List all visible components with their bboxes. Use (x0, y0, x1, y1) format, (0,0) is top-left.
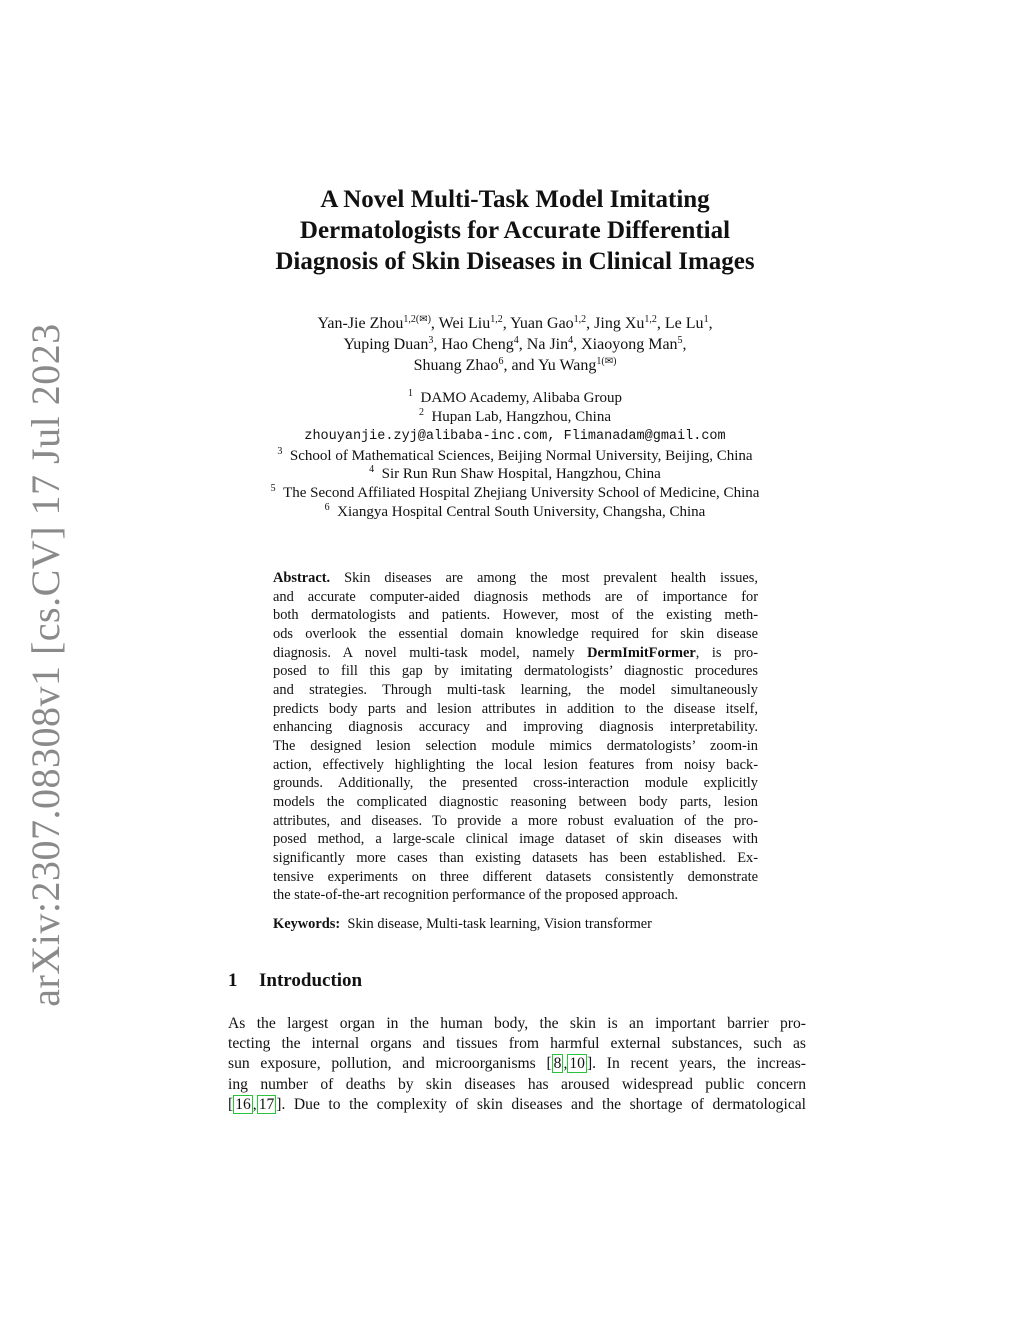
citation-link[interactable]: 17 (258, 1095, 275, 1113)
affiliation-item (150, 503, 880, 522)
author-affiliation-mark: 1(✉) (596, 356, 617, 367)
author-name: , Le Lu (656, 315, 704, 332)
author-name: , Jing Xu (586, 315, 645, 332)
title-line: Dermatologists for Accurate Differential (299, 217, 731, 244)
body-text: [ (228, 1095, 234, 1113)
abstract-line: posed method, a large-scale clinical image dataset of skin diseases with (273, 831, 758, 848)
author-line (150, 355, 880, 376)
affiliation-list (150, 389, 880, 521)
author-name: Yan-Jie Zhou (317, 315, 404, 332)
abstract-line: and accurate computer-aided diagnosis methods are of importance for (273, 588, 758, 605)
author-affiliation-mark: 1,2 (644, 314, 657, 325)
author-name: , Na Jin (518, 336, 569, 353)
body-line (228, 1095, 806, 1115)
abstract-line: predicts body parts and lesion attributes in addition to the disease itself, (273, 700, 758, 717)
body-text: ]. In recent years, the increas- (586, 1055, 806, 1073)
author-affiliation-mark: 1,2 (573, 314, 587, 325)
affiliation-text: DAMO Academy, Alibaba Group (420, 390, 622, 406)
author-name: Yuping Duan (343, 336, 429, 353)
email-text: zhouyanjie.zyj@alibaba-inc.com, Flimanadam@gmail.com (304, 429, 726, 445)
body-line: As the largest organ in the human body, the skin is an important barrier pro- (228, 1015, 806, 1032)
author-line (150, 313, 880, 334)
arxiv-identifier-sidebar (23, 323, 68, 1007)
arxiv-id-text: arXiv:2307.08308v1 [cs.CV] 17 Jul 2023 (23, 323, 68, 1007)
author-list (150, 313, 880, 376)
author-affiliation-mark: 4 (513, 335, 519, 346)
abstract-line: ods overlook the essential domain knowledge required for skin disease (273, 625, 758, 642)
author-separator: , (682, 336, 687, 353)
affiliation-number: 6 (324, 501, 330, 513)
affiliation-item (150, 484, 880, 503)
affiliation-number: 4 (369, 464, 375, 476)
author-affiliation-mark: 4 (568, 335, 574, 346)
author-name: , Yuan Gao (502, 315, 574, 332)
abstract-label: Abstract. (273, 570, 331, 586)
abstract (273, 569, 758, 905)
abstract-line: posed to fill this gap by imitating dermatologists’ diagnostic procedures (273, 663, 758, 680)
affiliation-item (150, 408, 880, 427)
abstract-line: the state-of-the-art recognition performance of the proposed approach. (273, 887, 679, 904)
abstract-line: enhancing diagnosis accuracy and improving diagnosis interpretability. (273, 719, 758, 736)
introduction-paragraph (228, 1014, 806, 1115)
author-name: , Wei Liu (430, 315, 491, 332)
affiliation-number: 5 (270, 482, 276, 494)
citation-link[interactable]: 16 (235, 1095, 251, 1113)
abstract-line: models the complicated diagnostic reasoning between body parts, lesion (273, 793, 758, 810)
body-line (228, 1054, 806, 1074)
abstract-line: tensive experiments on three different datasets consistently demonstrate (273, 868, 758, 885)
author-name: , and Yu Wang (503, 357, 597, 374)
affiliation-item (150, 389, 880, 408)
section-title: Introduction (259, 970, 363, 991)
abstract-line: both dermatologists and patients. However, most of the existing meth- (273, 607, 758, 624)
author-affiliation-mark: 1 (703, 314, 709, 325)
affiliation-text: Xiangya Hospital Central South University, Changsha, China (337, 503, 706, 520)
affiliation-number: 1 (408, 388, 413, 399)
affiliation-text: Sir Run Run Shaw Hospital, Hangzhou, China (381, 466, 661, 483)
author-name: , Hao Cheng (433, 336, 514, 353)
author-line (150, 334, 880, 355)
author-affiliation-mark: 1,2(✉) (403, 314, 431, 325)
abstract-line: and strategies. Through multi-task learning, the model simultaneously (273, 681, 758, 698)
affiliation-text: The Second Affiliated Hospital Zhejiang University School of Medicine, China (283, 484, 760, 501)
abstract-line: attributes, and diseases. To provide a more robust evaluation of the pro- (273, 812, 758, 829)
body-line: tecting the internal organs and tissues from harmful external substances, such as (228, 1035, 806, 1053)
abstract-line: The designed lesion selection module mimics dermatologists’ zoom-in (273, 737, 758, 754)
author-affiliation-mark: 3 (428, 335, 434, 346)
abstract-text: Skin diseases are among the most prevalent health issues, (344, 570, 758, 586)
model-name: DermImitFormer (587, 644, 696, 661)
paper-title (150, 184, 880, 277)
keywords (273, 916, 652, 933)
body-text: , (563, 1055, 568, 1073)
affiliation-number: 3 (277, 445, 283, 457)
affiliation-item (150, 447, 880, 466)
citation-link[interactable]: 8 (553, 1055, 562, 1073)
body-text: , (252, 1095, 257, 1113)
abstract-line: action, effectively highlighting the local lesion features from noisy back- (273, 756, 758, 773)
abstract-text: , is pro- (695, 644, 758, 661)
keywords-text: Skin disease, Multi-task learning, Vision transformer (347, 916, 652, 932)
title-line: A Novel Multi-Task Model Imitating (320, 186, 710, 213)
abstract-line: grounds. Additionally, the presented cross-interaction module explicitly (273, 775, 758, 792)
affiliation-text: Hupan Lab, Hangzhou, China (431, 408, 612, 425)
abstract-line (273, 569, 758, 588)
author-name: Shuang Zhao (413, 357, 499, 374)
body-text: ]. Due to the complexity of skin diseases and the shortage of dermatological (276, 1095, 806, 1113)
contact-emails (150, 426, 880, 447)
abstract-line: significantly more cases than existing datasets has been established. Ex- (273, 849, 758, 866)
keywords-label: Keywords: (273, 916, 341, 932)
section-number: 1 (228, 970, 238, 991)
abstract-line (273, 644, 758, 663)
section-heading (228, 970, 362, 992)
citation-link[interactable]: 10 (569, 1055, 585, 1073)
affiliation-text: School of Mathematical Sciences, Beijing Normal University, Beijing, China (289, 447, 753, 464)
abstract-text: diagnosis. A novel multi-task model, namely (273, 644, 588, 661)
author-name: , Xiaoyong Man (573, 336, 678, 353)
author-affiliation-mark: 6 (498, 356, 504, 367)
title-line: Diagnosis of Skin Diseases in Clinical Images (275, 248, 755, 275)
body-text: sun exposure, pollution, and microorganisms [ (228, 1055, 552, 1073)
author-separator: , (708, 315, 713, 332)
author-affiliation-mark: 1,2 (490, 314, 503, 325)
body-line: ing number of deaths by skin diseases has aroused widespread public concern (228, 1075, 806, 1093)
affiliation-number: 2 (418, 406, 424, 418)
affiliation-item (150, 465, 880, 484)
author-affiliation-mark: 5 (677, 335, 683, 346)
